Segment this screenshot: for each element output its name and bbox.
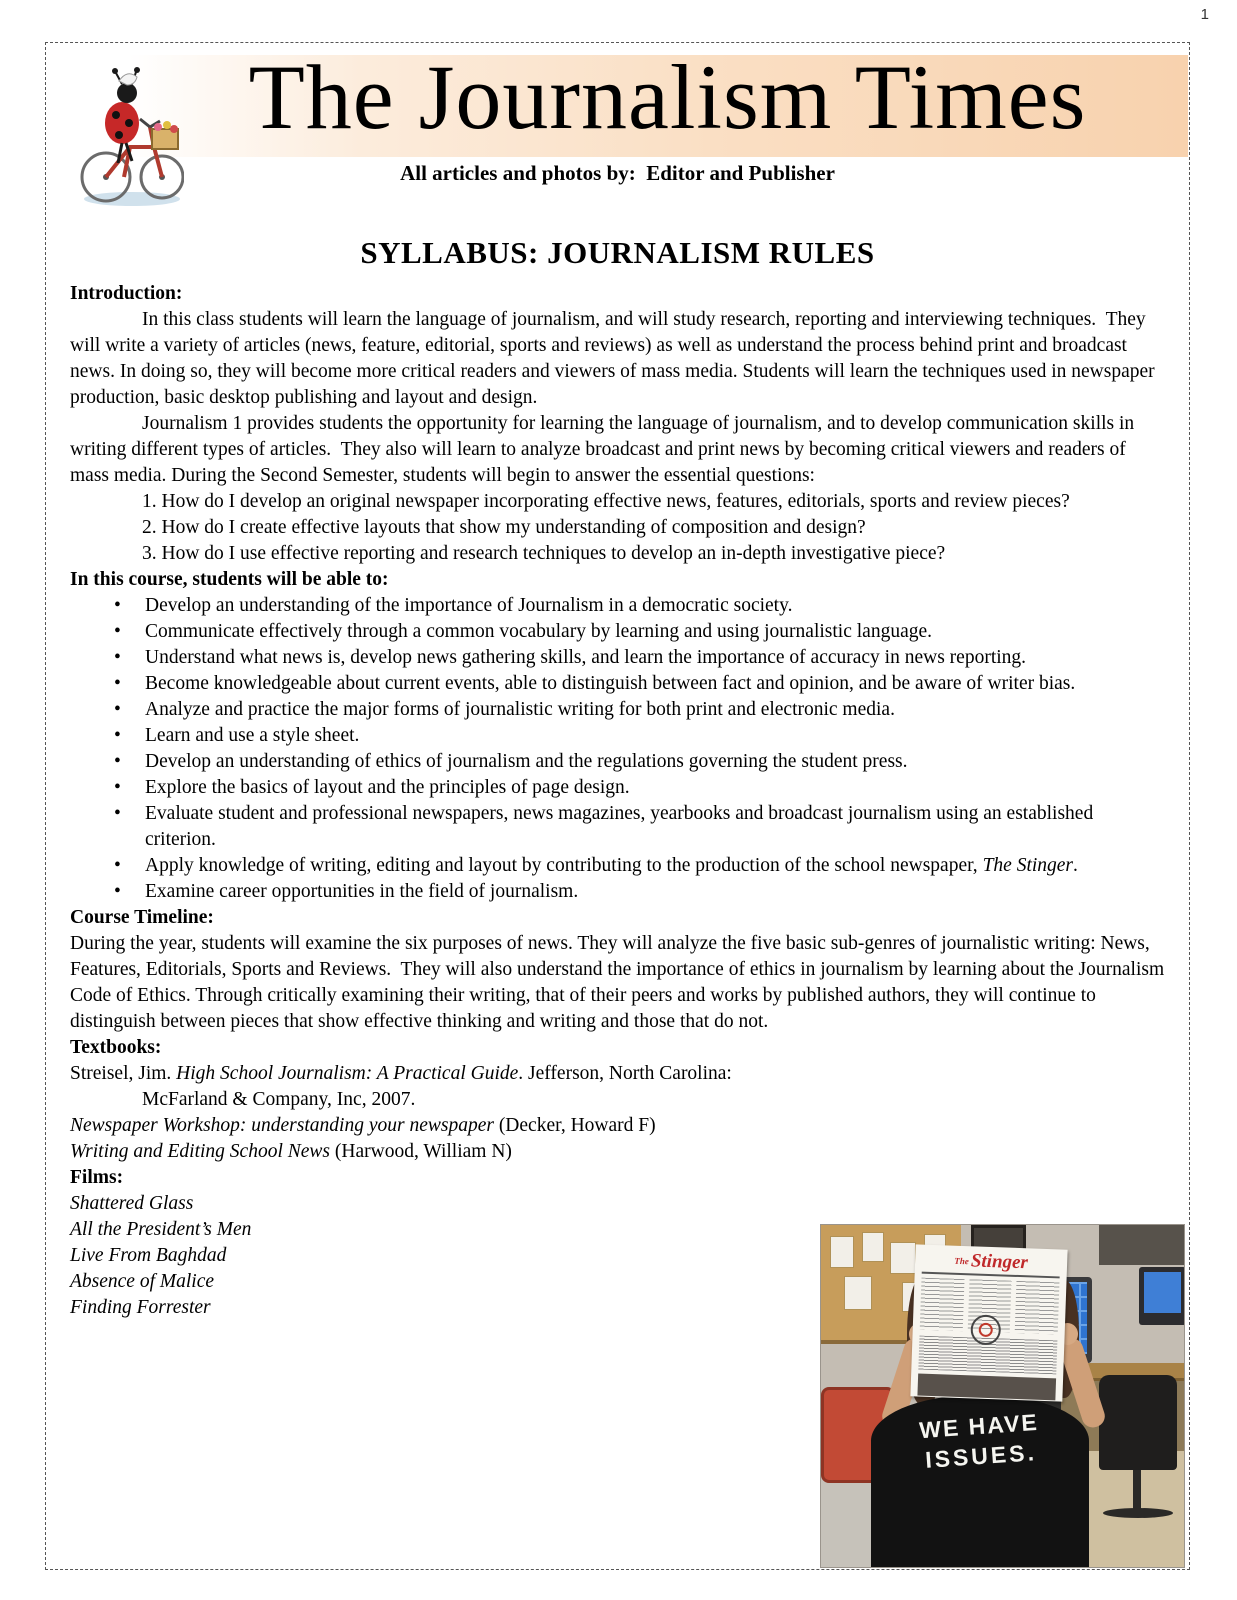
list-item: • Analyze and practice the major forms of journalistic writing for both print and electronic media. — [70, 697, 1165, 723]
mascot-bicycle-logo — [72, 51, 184, 211]
textbook-author: (Decker, Howard F) — [493, 1115, 656, 1136]
page-number: 1 — [1200, 6, 1209, 23]
film-title: All the President’s Men — [70, 1219, 252, 1240]
list-item: • Learn and use a style sheet. — [70, 723, 1165, 749]
masthead-byline: All articles and photos by: Editor and Publisher — [400, 161, 835, 185]
textbook-author: Streisel, Jim. — [70, 1063, 177, 1084]
section-heading-objectives: In this course, students will be able to: — [70, 569, 389, 590]
page-border — [45, 42, 1190, 1570]
film-title: Shattered Glass — [70, 1193, 194, 1214]
pinned-paper — [831, 1237, 853, 1267]
textbook-author: (Harwood, William N) — [330, 1141, 512, 1162]
course-timeline-paragraph: During the year, students will examine the six purposes of news. They will analyze the five basic sub-genres of journalistic writing: News, Features, Editorials, Sports and Reviews. They will also understand the importance of ethics in journalism by learning about the Journalism Code of Ethics. Through critically examining their writing, that of their peers and works by published authors, they will continue to distinguish between pieces that show effective thinking and writing and those that do not. — [70, 933, 1170, 1032]
objectives-list — [70, 593, 1165, 905]
section-heading-textbooks: Textbooks: — [70, 1037, 162, 1058]
wall-frame — [1099, 1225, 1185, 1265]
list-item: • Understand what news is, develop news gathering skills, and learn the importance of accuracy in news reporting. — [70, 645, 1165, 671]
list-item: • Develop an understanding of the importance of Journalism in a democratic society. — [70, 593, 1165, 619]
textbook-publisher: . Jefferson, North Carolina: — [518, 1063, 732, 1084]
list-item: • Examine career opportunities in the field of journalism. — [70, 879, 1165, 905]
textbook-title-italic: Writing and Editing School News — [70, 1141, 331, 1162]
newspaper-masthead: $^{The}$Stinger — [954, 1250, 1029, 1274]
list-item: • Develop an understanding of ethics of journalism and the regulations governing the student press. — [70, 749, 1165, 775]
section-heading-course-timeline: Course Timeline: — [70, 907, 214, 928]
textbook-title-italic: Newspaper Workshop: understanding your newspaper — [70, 1115, 494, 1136]
pinned-paper — [863, 1233, 883, 1261]
student-newspaper-photo — [820, 1224, 1185, 1568]
section-heading-films: Films: — [70, 1167, 124, 1188]
pinned-paper — [891, 1243, 915, 1273]
office-chair — [1099, 1375, 1177, 1470]
textbook-line-4 — [70, 1139, 1165, 1165]
pinned-paper — [845, 1277, 871, 1309]
essential-question-1: 1. How do I develop an original newspaper incorporating effective news, features, editorials, sports and review pieces? — [142, 491, 1070, 512]
computer-monitor — [1139, 1267, 1185, 1325]
office-chair-pole — [1133, 1470, 1141, 1510]
textbook-line-3 — [70, 1113, 1165, 1139]
essential-question-3: 3. How do I use effective reporting and research techniques to develop an in-depth investigative piece? — [142, 543, 946, 564]
list-item: • Become knowledgeable about current events, able to distinguish between fact and opinion, and be aware of writer bias. — [70, 671, 1165, 697]
newspaper-photo-block — [917, 1374, 1056, 1401]
list-item: • Communicate effectively through a common vocabulary by learning and using journalistic language. — [70, 619, 1165, 645]
film-title: Finding Forrester — [70, 1297, 211, 1318]
intro-paragraph-2: Journalism 1 provides students the opportunity for learning the language of journalism, and to develop communication skills in writing different types of articles. They also will learn to analyze broadcast and print news by becoming critical viewers and readers of mass media. During the Second Semester, students will begin to answer the essential questions: — [70, 413, 1140, 486]
film-title: Absence of Malice — [70, 1271, 215, 1292]
list-item — [70, 853, 1165, 879]
syllabus-title: SYLLABUS: JOURNALISM RULES — [360, 235, 875, 270]
stinger-newspaper — [910, 1244, 1067, 1401]
textbook-line-1 — [70, 1061, 1165, 1087]
list-item: • Explore the basics of layout and the principles of page design. — [70, 775, 1165, 801]
intro-paragraph-1: In this class students will learn the language of journalism, and will study research, reporting and interviewing techniques. They will write a variety of articles (news, feature, editorial, sports and reviews) as well as understand the process behind print and broadcast news. In doing so, they will become more critical readers and viewers of mass media. Students will learn the techniques used in newspaper production, basic desktop publishing and layout and design. — [70, 309, 1160, 408]
list-item: • Evaluate student and professional newspapers, news magazines, yearbooks and broadcast journalism using an established criterion. — [70, 801, 1165, 853]
essential-question-2: 2. How do I create effective layouts that show my understanding of composition and design? — [142, 517, 866, 538]
newspaper-name-italic: The Stinger — [982, 855, 1074, 876]
tshirt-slogan: WE HAVE ISSUES. — [918, 1408, 1040, 1473]
student-tshirt — [871, 1395, 1089, 1568]
film-title: Live From Baghdad — [70, 1245, 227, 1266]
masthead-title: The Journalism Times — [248, 46, 1087, 148]
section-heading-introduction: Introduction: — [70, 283, 183, 304]
textbook-title-italic: High School Journalism: A Practical Guide — [176, 1063, 519, 1084]
list-item-text: Apply knowledge of writing, editing and layout by contributing to the production of the school newspaper, — [145, 855, 983, 876]
office-chair-base — [1103, 1508, 1173, 1518]
list-item-text: . — [1073, 855, 1078, 876]
syllabus-body — [70, 281, 1170, 1321]
masthead — [70, 43, 1165, 221]
textbook-line-2: McFarland & Company, Inc, 2007. — [142, 1089, 416, 1110]
